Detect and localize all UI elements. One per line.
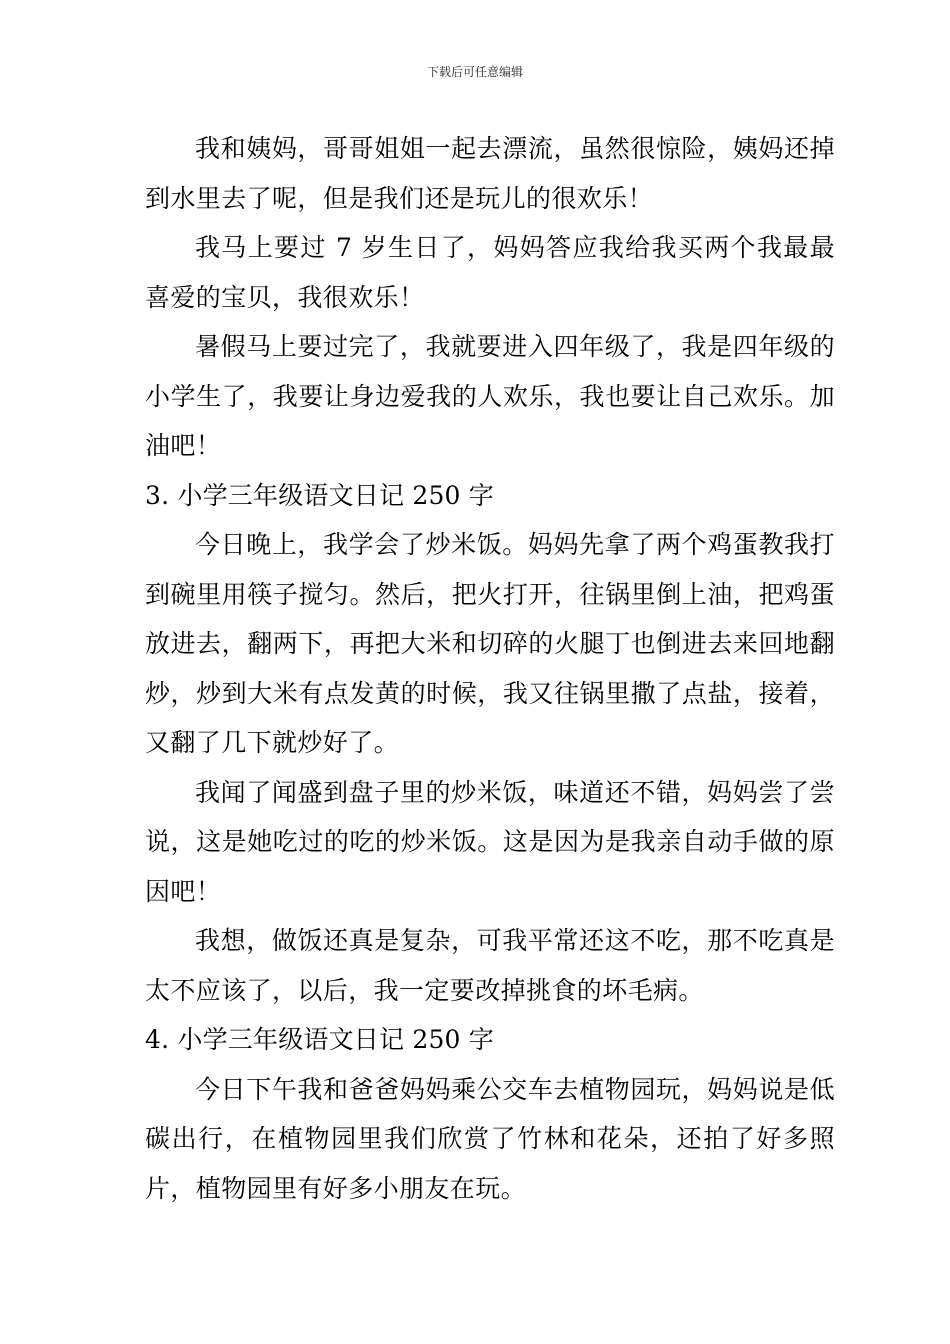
document-body xyxy=(145,124,835,1213)
section-heading-4: 4. 小学三年级语文日记 250 字 xyxy=(145,1025,495,1054)
section-heading-3: 3. 小学三年级语文日记 250 字 xyxy=(145,480,495,510)
paragraph-summer-end: 暑假马上要过完了，我就要进入四年级了，我是四年级的小学生了，我要让身边爱我的人欢乐，我也要让自己欢乐。加油吧！ xyxy=(145,332,835,460)
paragraph-tasting: 我闻了闻盛到盘子里的炒米饭，味道还不错，妈妈尝了尝说，这是她吃过的吃的炒米饭。这是因为是我亲自动手做的原因吧！ xyxy=(145,777,835,906)
paragraph-birthday: 我马上要过 7 岁生日了，妈妈答应我给我买两个我最最喜爱的宝贝，我很欢乐！ xyxy=(145,233,835,312)
paragraph-reflection: 我想，做饭还真是复杂，可我平常还这不吃，那不吃真是太不应该了，以后，我一定要改掉挑食的坏毛病。 xyxy=(145,926,835,1005)
page-header: 下载后可任意编辑 xyxy=(426,65,523,79)
paragraph-fried-rice: 今日晚上，我学会了炒米饭。妈妈先拿了两个鸡蛋教我打 到碗里用筷子搅匀。然后，把火打开，往锅里倒上油，把鸡蛋放进去，翻两下，再把大米和切碎的火腿丁也倒进去来回地翻炒，炒到大米有点发黄的时候，我又往锅里撒了点盐，接着，又翻了几下就炒好了。 xyxy=(145,530,835,757)
paragraph-rafting: 我和姨妈，哥哥姐姐一起去漂流，虽然很惊险，姨妈还掉到水里去了呢，但是我们还是玩儿的很欢乐！ xyxy=(145,134,835,213)
paragraph-botanical-garden: 今日下午我和爸爸妈妈乘公交车去植物园玩，妈妈说是低碳出行，在植物园里我们欣赏了竹林和花朵，还拍了好多照片，植物园里有好多小朋友在玩。 xyxy=(145,1074,835,1203)
